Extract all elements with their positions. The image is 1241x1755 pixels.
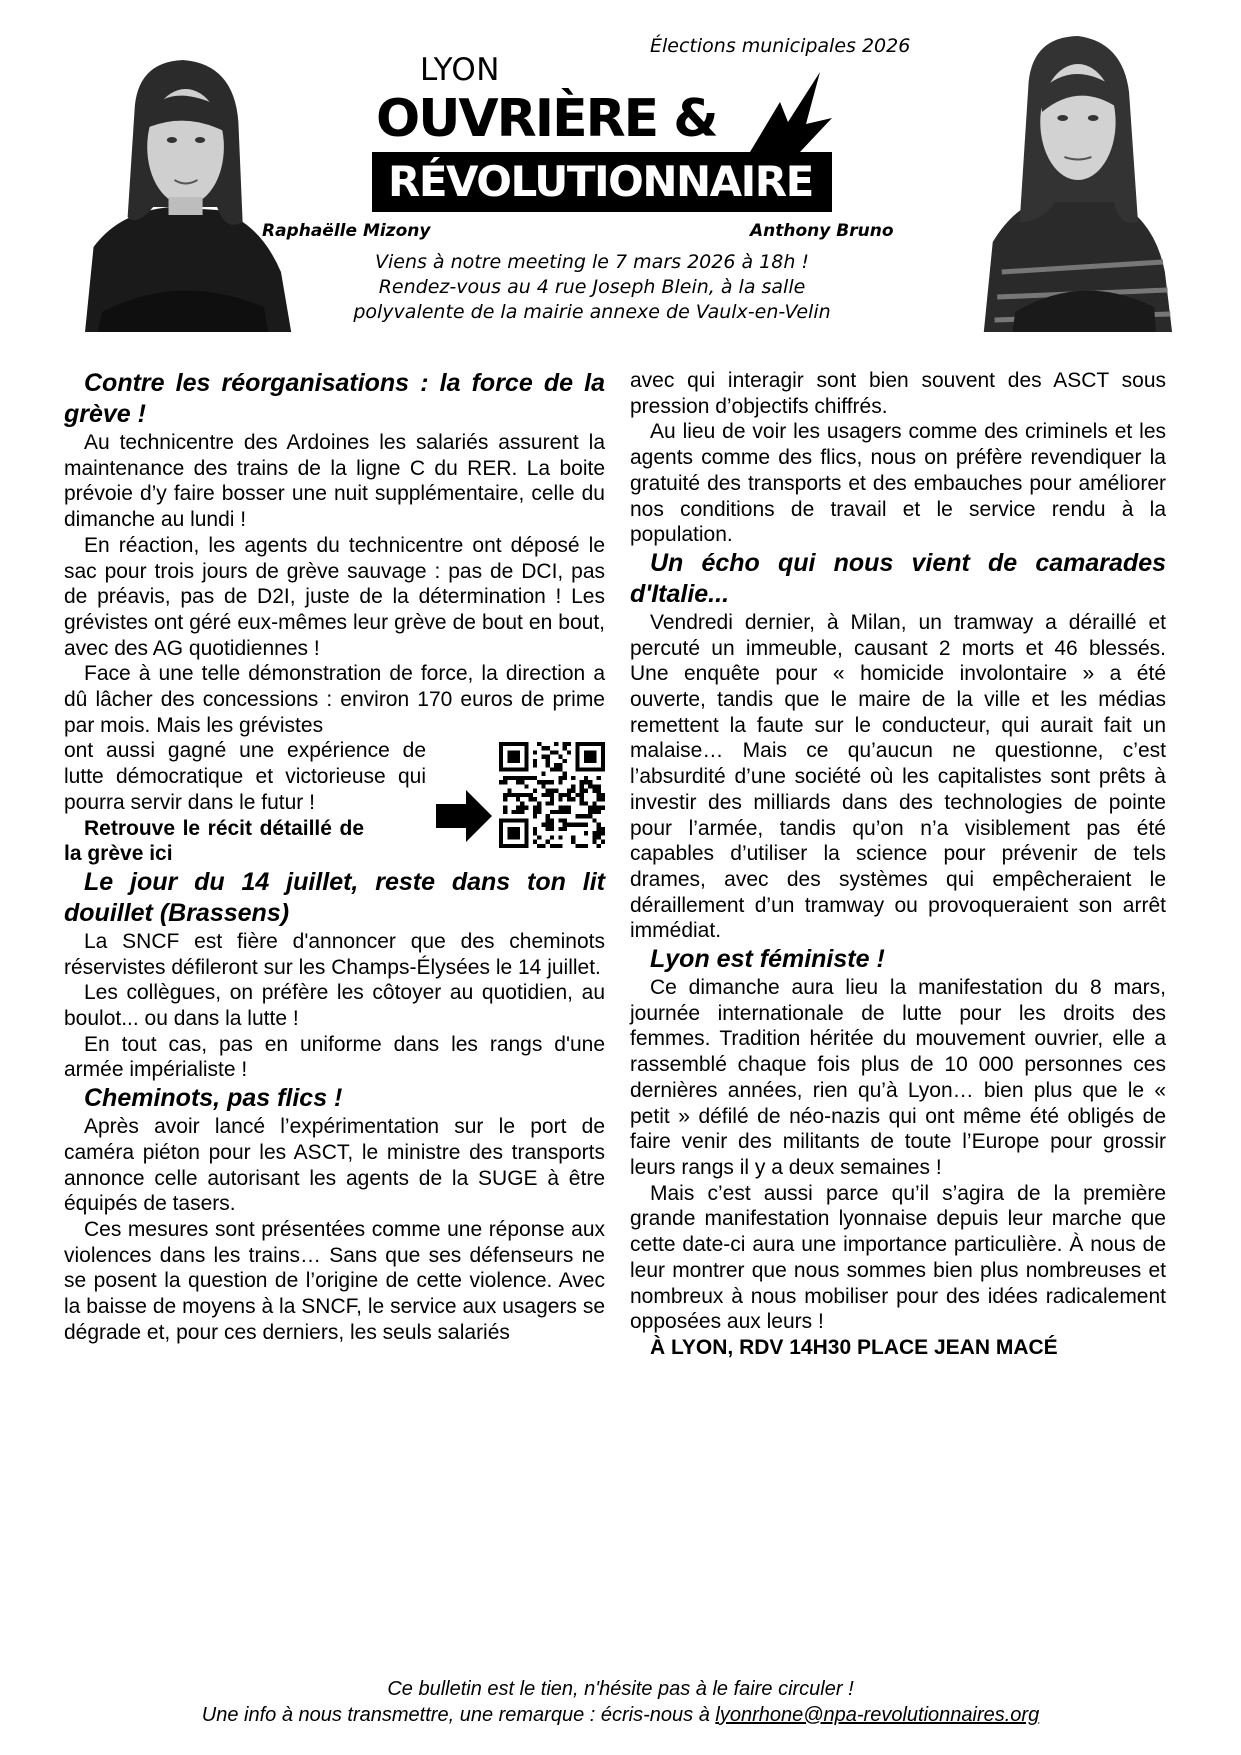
article-paragraph: Mais c’est aussi parce qu’il s’agira de la première grande manifestation lyonnaise depuis leur marche que cette date-ci aura une importance particulière. À nous de leur montrer que nous sommes bien plus nombreuses et nombreux à nous mobiliser pour des idées radicalement opposées aux leurs ! xyxy=(630,1181,1166,1334)
article-title-greve: Contre les réorganisations : la force de la grève ! xyxy=(64,369,605,428)
article-paragraph: Ce dimanche aura lieu la manifestation du 8 mars, journée internationale de lutte pour les droits des femmes. Tradition héritée du mouvement ouvrier, elle a rassemblé chaque fois plus de 10 000 personnes ces dernières années, rien qu’à Lyon… bien plus que le « petit » défilé de néo-nazis qui ont même été obligés de faire venir des militants de toute l’Europe pour grossir leurs rangs il y a deux semaines ! xyxy=(630,976,1166,1179)
meeting-line: polyvalente de la mairie annexe de Vaulx-en-Velin xyxy=(353,301,831,323)
qr-text xyxy=(64,738,426,867)
candidate-name-left: Raphaëlle Mizony xyxy=(262,221,431,241)
footer-line-share: Ce bulletin est le tien, n'hésite pas à le faire circuler ! xyxy=(387,1678,854,1700)
qr-call-to-action: Retrouve le récit détaillé de la grève ici xyxy=(64,816,364,866)
article-paragraph: En réaction, les agents du technicentre ont déposé le sac pour trois jours de grève sauvage : pas de DCI, pas de préavis, pas de D2I, juste de la détermination ! Les grévistes ont géré eux-mêmes leur grève de bout en bout, avec des AG quotidiennes ! xyxy=(64,533,605,660)
candidate-name-right: Anthony Bruno xyxy=(750,221,894,241)
rendezvous-call-to-action: À LYON, RDV 14H30 PLACE JEAN MACÉ xyxy=(650,1335,1058,1359)
meeting-line: Rendez-vous au 4 rue Joseph Blein, à la salle xyxy=(378,276,806,298)
arrow-right-icon xyxy=(436,790,492,842)
portrait-woman-image xyxy=(68,32,298,332)
contact-email-link[interactable]: lyonrhone@npa-revolutionnaires.org xyxy=(715,1704,1040,1726)
article-paragraph: En tout cas, pas en uniforme dans les rangs d'une armée impérialiste ! xyxy=(64,1032,605,1082)
article-title-flics: Cheminots, pas flics ! xyxy=(84,1084,343,1113)
article-paragraph-continued: ont aussi gagné une expérience de lutte démocratique et victorieuse qui pourra servir dans le futur ! xyxy=(64,739,426,814)
meeting-announcement xyxy=(312,250,872,325)
left-column xyxy=(64,368,605,1346)
candidate-photo-left xyxy=(68,32,298,332)
qr-section xyxy=(64,738,605,867)
election-label: Élections municipales 2026 xyxy=(650,35,911,57)
article-title-italie: Un écho qui nous vient de camarades d'Italie... xyxy=(630,548,1166,608)
article-paragraph: Les collègues, on préfère les côtoyer au quotidien, au boulot... ou dans la lutte ! xyxy=(64,981,605,1031)
article-paragraph: Après avoir lancé l’expérimentation sur le port de caméra piéton pour les ASCT, le ministre des transports annonce celle autorisant les agents de la SUGE à être équipés de tasers. xyxy=(64,1115,605,1216)
city-label: LYON xyxy=(420,52,500,88)
footer xyxy=(0,1676,1241,1728)
article-paragraph: Au lieu de voir les usagers comme des criminels et les agents comme des flics, nous on préfère revendiquer la gratuité des transports et des embauches pour améliorer nos conditions de travail et le service rendu à la population. xyxy=(630,420,1166,547)
title-revolutionnaire: RÉVOLUTIONNAIRE xyxy=(388,157,813,206)
article-paragraph: Ces mesures sont présentées comme une réponse aux violences dans les trains… Sans que ses défenseurs ne se posent la question de l’origine de cette violence. Avec la baisse de moyens à la SNCF, le service aux usagers se dégrade et, pour ces derniers, les seuls salariés xyxy=(64,1217,605,1344)
article-title-feministe: Lyon est féministe ! xyxy=(650,945,885,974)
qr-code-icon[interactable] xyxy=(499,742,605,848)
article-paragraph-continued: avec qui interagir sont bien souvent des ASCT sous pression d’objectifs chiffrés. xyxy=(630,369,1166,418)
starburst-icon xyxy=(750,72,832,152)
article-paragraph: Vendredi dernier, à Milan, un tramway a déraillé et percuté un immeuble, causant 2 morts et 46 blessés. Une enquête pour « homicide involontaire » a été ouverte, tandis que le maire de la ville et les médias remettent la faute sur le conducteur, qui aurait fait un malaise… Mais ce qu’aucun ne questionne, c’est l’absurdité d’une société où les capitalistes sont prêts à investir des milliards dans des technologies de pointe pour l’armée, tandis qu’on n’a visiblement pas été capables d’utiliser la science pour prévenir de tels drames, avec des systèmes qui empêcheraient le déraillement d’un tramway ou provoqueraient son arrêt immédiat. xyxy=(630,610,1166,943)
article-paragraph: Au technicentre des Ardoines les salariés assurent la maintenance des trains de la ligne C du RER. La boite prévoie d’y faire bosser une nuit supplémentaire, celle du dimanche au lundi ! xyxy=(64,431,605,532)
header-banner xyxy=(50,12,1190,332)
footer-line-contact xyxy=(0,1702,1241,1728)
portrait-man-image xyxy=(930,22,1190,332)
meeting-line: Viens à notre meeting le 7 mars 2026 à 18h ! xyxy=(374,251,810,273)
article-title-juillet: Le jour du 14 juillet, reste dans ton lit douillet (Brassens) xyxy=(64,867,605,927)
right-column xyxy=(630,368,1166,1361)
footer-contact-text: Une info à nous transmettre, une remarque : écris-nous à xyxy=(201,1704,716,1726)
title-ouvriere: OUVRIÈRE & xyxy=(376,89,717,149)
article-paragraph: La SNCF est fière d'annoncer que des cheminots réservistes défileront sur les Champs-Élysées le 14 juillet. xyxy=(64,929,605,979)
article-paragraph: Face à une telle démonstration de force, la direction a dû lâcher des concessions : environ 170 euros de prime par mois. Mais les grévistes xyxy=(64,662,605,737)
candidate-photo-right xyxy=(930,22,1190,332)
